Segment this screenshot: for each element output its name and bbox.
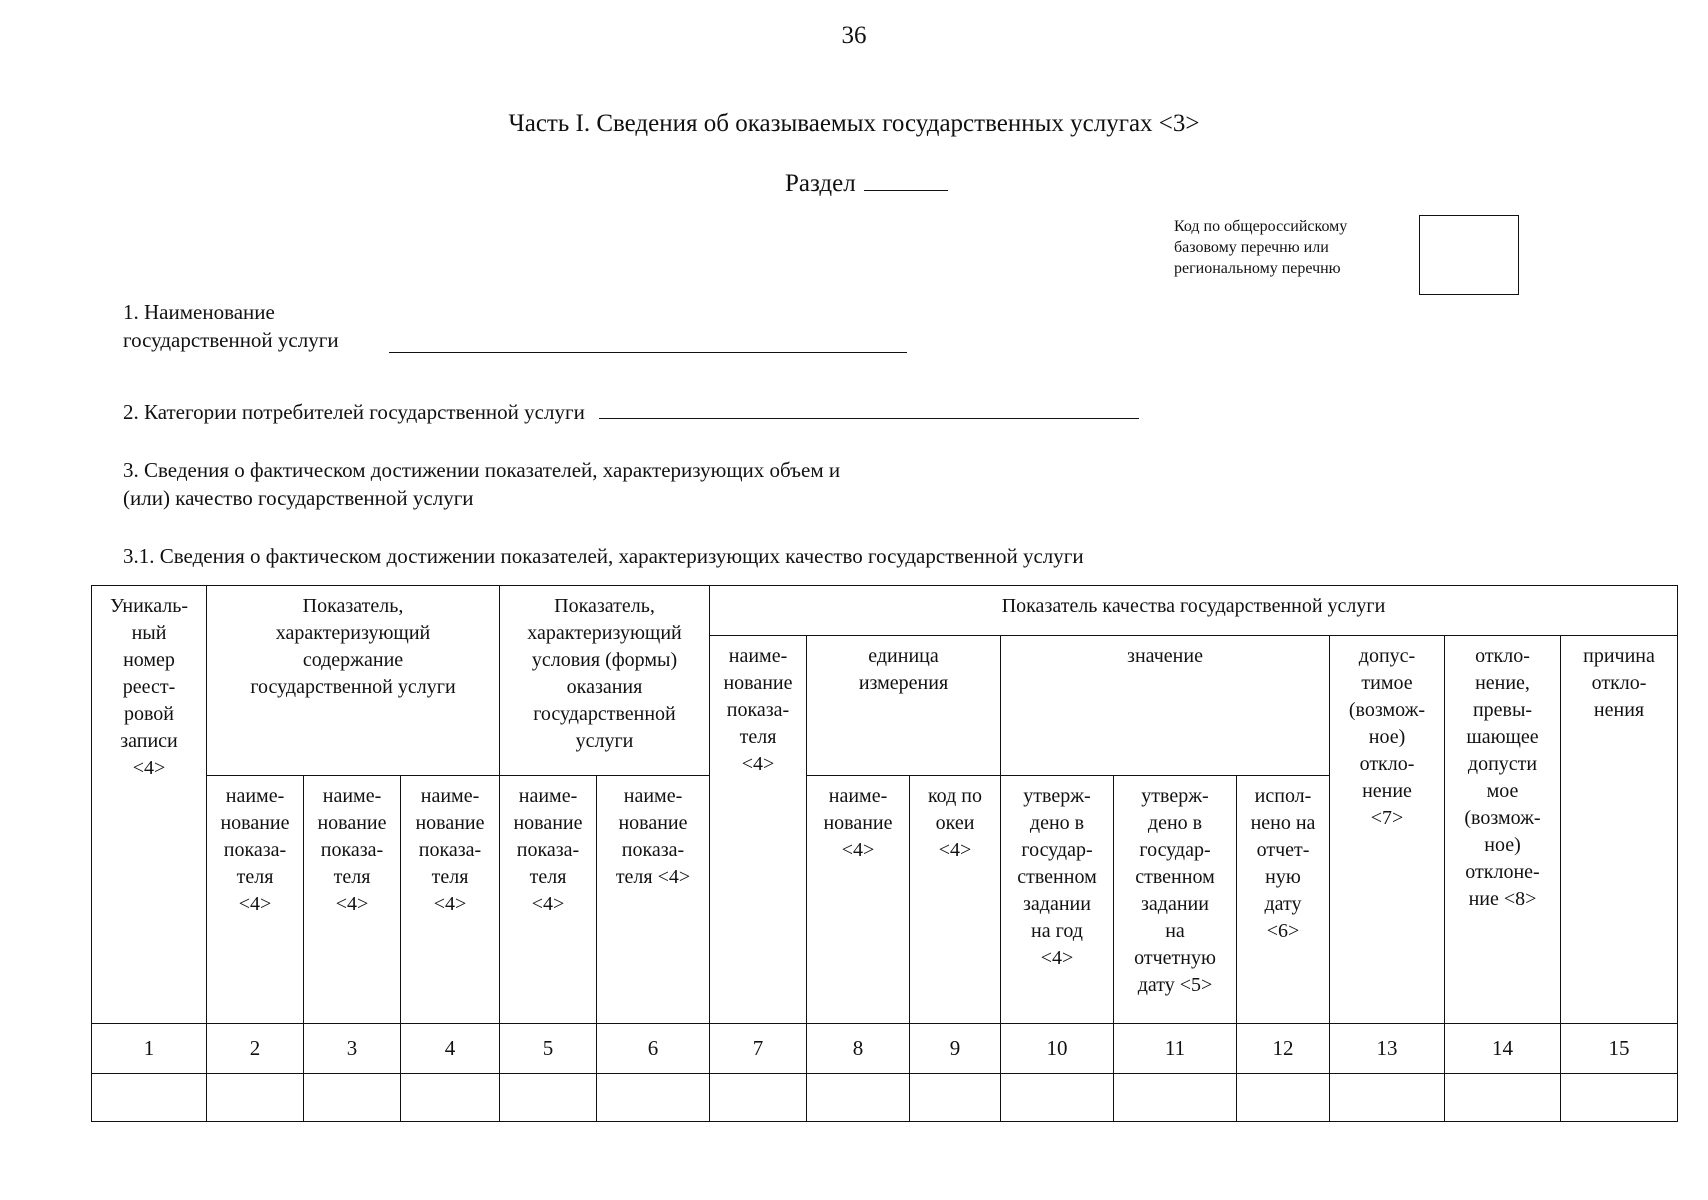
header-value: значение [1001, 636, 1330, 776]
table-cell[interactable] [207, 1074, 304, 1122]
column-numbers-row [92, 1024, 1678, 1074]
table-cell[interactable] [1445, 1074, 1561, 1122]
header-approved-year: утверж- дено в государ- ственном задании на год <4> [1001, 776, 1114, 1024]
field-achievement-line1: 3. Сведения о фактическом достижении показателей, характеризующих объем и [123, 458, 841, 482]
table-cell[interactable] [1114, 1074, 1237, 1122]
header-content-name-1: наиме- нование показа- теля <4> [207, 776, 304, 1024]
table-cell[interactable] [500, 1074, 597, 1122]
header-condition-name-1: наиме- нование показа- теля <4> [500, 776, 597, 1024]
header-conditions-group: Показатель, характеризующий условия (формы) оказания государственной услуги [500, 586, 710, 776]
section-label: Раздел [785, 170, 856, 197]
table-cell[interactable] [1001, 1074, 1114, 1122]
table-cell[interactable] [1561, 1074, 1678, 1122]
table-cell[interactable] [401, 1074, 500, 1122]
header-registry-number: Уникаль- ный номер реест- ровой записи <4> [92, 586, 207, 1024]
column-number: 6 [597, 1024, 710, 1074]
column-number: 3 [304, 1024, 401, 1074]
data-entry-row [92, 1074, 1678, 1122]
column-number: 9 [910, 1024, 1001, 1074]
table-cell[interactable] [597, 1074, 710, 1122]
field-service-name [123, 298, 339, 354]
column-number: 12 [1237, 1024, 1330, 1074]
header-row-1 [92, 586, 1678, 636]
field-achievement [123, 456, 1023, 512]
header-deviation-reason: причина откло- нения [1561, 636, 1678, 1024]
column-number: 15 [1561, 1024, 1678, 1074]
column-number: 2 [207, 1024, 304, 1074]
field-quality-heading: 3.1. Сведения о фактическом достижении показателей, характеризующих качество государственной услуги [123, 544, 1084, 568]
table-cell[interactable] [710, 1074, 807, 1122]
header-unit: единица измерения [807, 636, 1001, 776]
quality-indicators-table [91, 585, 1678, 1122]
code-box[interactable] [1419, 215, 1519, 295]
column-number: 13 [1330, 1024, 1445, 1074]
header-approved-date: утверж- дено в государ- ственном задании на отчетную дату <5> [1114, 776, 1237, 1024]
column-number: 8 [807, 1024, 910, 1074]
field-service-name-line1: 1. Наименование [123, 300, 275, 324]
service-name-blank[interactable] [389, 352, 907, 353]
table-cell[interactable] [1237, 1074, 1330, 1122]
table-cell[interactable] [92, 1074, 207, 1122]
header-allowed-deviation: допус- тимое (возмож- ное) откло- нение <7> [1330, 636, 1445, 1024]
section-line [785, 168, 948, 198]
header-content-group: Показатель, характеризующий содержание государственной услуги [207, 586, 500, 776]
field-consumer-categories [123, 398, 1139, 426]
table-cell[interactable] [304, 1074, 401, 1122]
header-unit-name: наиме- нование <4> [807, 776, 910, 1024]
table-cell[interactable] [910, 1074, 1001, 1122]
column-number: 11 [1114, 1024, 1237, 1074]
header-executed-date: испол- нено на отчет- ную дату <6> [1237, 776, 1330, 1024]
header-quality-group: Показатель качества государственной услуги [710, 586, 1678, 636]
page-number: 36 [841, 22, 867, 49]
header-unit-code: код по океи <4> [910, 776, 1001, 1024]
code-label: Код по общероссийскому базовому перечню или региональному перечню [1174, 218, 1348, 277]
column-number: 14 [1445, 1024, 1561, 1074]
part-title: Часть I. Сведения об оказываемых государственных услугах <3> [508, 110, 1200, 137]
consumer-categories-blank[interactable] [599, 398, 1139, 419]
header-content-name-3: наиме- нование показа- теля <4> [401, 776, 500, 1024]
field-consumer-categories-label: 2. Категории потребителей государственной услуги [123, 400, 585, 424]
section-blank[interactable] [864, 168, 948, 191]
column-number: 5 [500, 1024, 597, 1074]
column-number: 7 [710, 1024, 807, 1074]
field-achievement-line2: (или) качество государственной услуги [123, 486, 474, 510]
column-number: 1 [92, 1024, 207, 1074]
column-number: 4 [401, 1024, 500, 1074]
table-cell[interactable] [807, 1074, 910, 1122]
header-content-name-2: наиме- нование показа- теля <4> [304, 776, 401, 1024]
header-exceeding-deviation: откло- нение, превы- шающее допусти мое (возмож- ное) отклоне- ние <8> [1445, 636, 1561, 1024]
header-condition-name-2: наиме- нование показа- теля <4> [597, 776, 710, 1024]
header-quality-name: наиме- нование показа- теля <4> [710, 636, 807, 1024]
table-cell[interactable] [1330, 1074, 1445, 1122]
column-number: 10 [1001, 1024, 1114, 1074]
field-service-name-line2: государственной услуги [123, 328, 339, 352]
